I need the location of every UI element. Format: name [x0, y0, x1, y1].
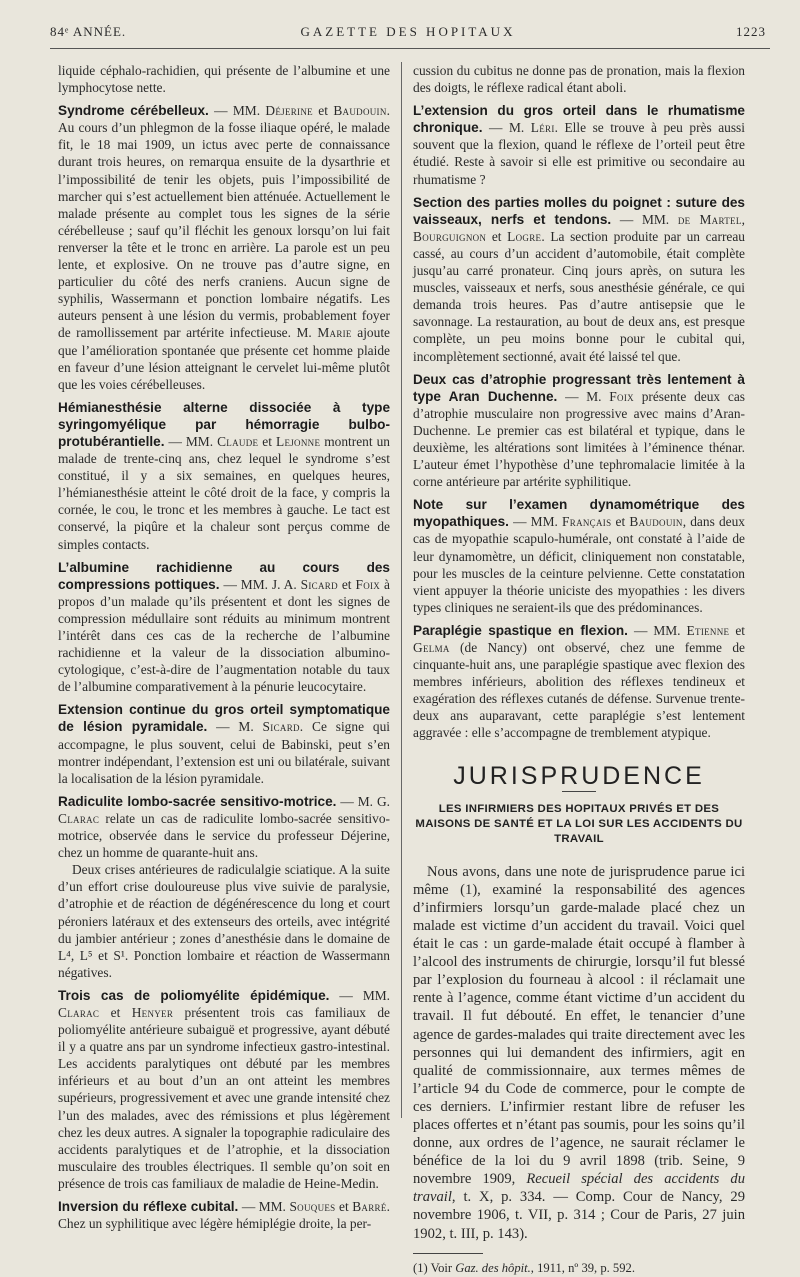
jurisprudence-subtitle: LES INFIRMIERS DES HOPITAUX PRIVÉS ET DES MAISONS DE SANTÉ ET LA LOI SUR LES ACCIDENTS DU TRAVAIL: [415, 802, 743, 845]
section-toe-extension: Extension continue du gros orteil symptomatique de lésion pyramidale. — M. Sicard. Ce signe qui accompagne, le plus souvent, celui de Babinski, peut s’en montrer indépendant, l’extension est uni ou bilatérale, suivant la localisation de la lésion pyramidale.: [58, 702, 390, 786]
header-rule: [50, 48, 770, 49]
right-column: [402, 62, 745, 1275]
author-name: Gelma: [413, 640, 450, 655]
recueil-citation: Recueil spécial des accidents du travail: [413, 1171, 745, 1206]
footnote-rule: [413, 1253, 483, 1254]
section-heading: Inversion du réflexe cubital.: [58, 1199, 239, 1214]
section-heading: Note sur l’examen dynamométrique des myopathiques.: [413, 497, 745, 530]
author-name: Claude: [217, 433, 259, 449]
left-column: [58, 62, 402, 1232]
jurisprudence-paragraph: Nous avons, dans une note de jurisprudence parue ici même (1), examiné la responsabilité des agences d’infirmiers lorsqu’un garde-malade placé chez un malade est victime d’un accident du travail. Voici quel était le cas : un garde-malade était occupé à flamber à l’alcool des instruments de chirurgie, lorsqu’il fut blessé par l’explosion du fourneau à alcool : il réclamait une rente à l’agence, comme étant victime d’un accident du travail. Il fut débouté. En effet, le tenancier d’une agence de gardes-malades qui traite directement avec les personnes qui lui demandent des infirmiers, agit en qualité de commissionnaire, aux termes mêmes de l’article 94 du Code de commerce, pour le compte de ces derniers. L’infirmier restant libre de refuser les places offertes et n’étant pas soumis, pour les soins qu’il donne, aux ordres de l’agence, ne saurait réclamer le bénéfice de la loi du 9 avril 1898 (trib. Seine, 9 novembre 1909, Recueil spécial des accidents du travail, t. X, p. 334. — Comp. Cour de Nancy, 29 novembre 1906, t. VII, p. 314 ; Cour de Paris, 27 juin 1902, t. III, p. 143).: [413, 863, 745, 1242]
author-name: Foix: [355, 576, 381, 592]
continuation-paragraph: cussion du cubitus ne donne pas de pronation, mais la flexion des doigts, le réflexe radical étant aboli.: [413, 63, 745, 96]
section-heading: Radiculite lombo-sacrée sensitivo-motrice.: [58, 793, 337, 809]
section-heading: L’albumine rachidienne au cours des compressions pottiques.: [58, 559, 390, 592]
journal-title: GAZETTE DES HOPITAUX: [300, 24, 516, 39]
section-hemianesthesia: Hémianesthésie alterne dissociée à type syringomyélique par hémorragie bulbo-protubérantielle. — MM. Claude et Lejonne montrent un malade de trente-cinq ans, chez lequel le syndrome s’est constitué, il y a six semaines, en quelques heures, l’hémianesthésie atteint le côté droit de la face, y compris la cornée, le cou, le tronc et les membres à gauche. Le tact est conservé, la piqûre et la chaleur sont perçus comme de simples contacts.: [58, 399, 390, 552]
author-name: Souques: [289, 1199, 336, 1214]
author-name: Logre: [507, 228, 542, 244]
author-name: Déjerine: [265, 103, 313, 119]
section-atrophy: Deux cas d’atrophie progressant très lentement à type Aran Duchenne. — M. Foix présente deux cas d’atrophie musculaire non progressive avec mains d’Aran-Duchenne. Le premier cas est bilatéral et typique, dans le deuxième, les altérations sont limitées à l’éminence thénar. L’auteur émet l’hypothèse d’une tephromalacie limitée à la corne antérieure par artérite syphilitique.: [413, 371, 745, 490]
section-rheumatism: L’extension du gros orteil dans le rhumatisme chronique. — M. Léri. Elle se trouve à peu près aussi souvent que la flexion, quand le réflexe de l’orteil peut être étudié. Reste à savoir si elle est primitive ou secondaire au rhumatisme ?: [413, 103, 745, 187]
jurisprudence-title: JURISPRUDENCE: [453, 761, 705, 790]
section-albumin: L’albumine rachidienne au cours des compressions pottiques. — MM. J. A. Sicard et Foix à propos d’un malade qu’ils présentent et dont les signes de compression médullaire sont réduits au minimum montrent l’intérêt dans ces cas de la recherche de l’albumine rachidienne et la valeur de la dissociation albumino-cytologique, c’est-à-dire de l’augmentation notable du taux de l’albumine comparativement à la pénurie leucocytaire.: [58, 559, 391, 695]
author-name: Baudouin: [333, 103, 387, 119]
section-dynamometry: Note sur l’examen dynamométrique des myopathiques. — MM. Français et Baudouin, dans deux cas de myopathie scapulo-humérale, ont constaté à l’aide de leur dynamomètre, un déficit, cliniquement non constatable, pour les muscles de la ceinture pelvienne. Cette constatation vient appuyer la théorie uniciste des myopathies : les divers types cliniques ne seraient-ils que des prédominances.: [413, 497, 745, 615]
section-wrist-suture: Section des parties molles du poignet : suture des vaisseaux, nerfs et tendons. — MM. de Martel, Bourguignon et Logre. La section produite par un carreau cassé, au cours d’un accident d’automobile, était complète jusqu’au carré pronateur. Cinq jours après, on sutura les muscles, vaisseaux et nerfs, sous anesthésie générale, ce qui demanda trois heures. Pas d’autre antisepsie que le savonnage. La restauration, au bout de deux ans, est presque complète, un peu moins bonne pour le cubital qui, incomplètement sectionné, avait été laissé tel que.: [413, 194, 745, 364]
title-rule: [562, 791, 596, 792]
section-heading: Extension continue du gros orteil symptomatique de lésion pyramidale.: [58, 702, 390, 735]
continuation-paragraph: liquide céphalo-rachidien, qui présente de l’albumine et une lymphocytose nette.: [58, 63, 390, 96]
author-name: Barré: [352, 1199, 387, 1214]
author-name: Sicard: [262, 719, 300, 735]
section-heading: L’extension du gros orteil dans le rhumatisme chronique.: [413, 103, 745, 136]
section-heading: Paraplégie spastique en flexion.: [413, 622, 628, 638]
year-label: 84ᵉ ANNÉE.: [50, 24, 127, 39]
section-paraplegia: Paraplégie spastique en flexion. — MM. Etienne et Gelma (de Nancy) ont observé, chez une femme de cinquante-huit ans, une paraplégie spastique avec flexion des membres inférieurs, abolition des réflexes tendineux et exagération des réflexes cutanés de défense. Survenue trente-deux ans auparavant, cette paraplégie s’est lentement aggravée : elle s’accompagne de tremblement atypique.: [413, 622, 745, 741]
section-heading: Trois cas de poliomyélite épidémique.: [58, 987, 330, 1003]
section-heading: Section des parties molles du poignet : suture des vaisseaux, nerfs et tendons.: [413, 194, 745, 227]
section-cerebellar: Syndrome cérébelleux. — MM. Déjerine et Baudouin. Au cours d’un phlegmon de la fosse iliaque opéré, le malade fit, le 18 mai 1909, un ictus avec perte de connaissance durant trois heures, on remarqua ensuite de la dysarthrie et l’impossibilité de tenir les objets, puis l’impossibilité de marcher qui s’est actuellement bien atténuée. Actuellement le malade présente au complet tous les signes de la série cérébelleuse ; sauf qu’il fléchit les genoux lorsqu’on lui fait renverser la tête et le tronc en arrière. La parole est un peu lente, et explosive. On ne trouve pas d’autre signe, en particulier du côté des nerfs craniens. Aucun signe de syphilis, Wassermann et ponction lombaire négatifs. Les auteurs pensent à une lésion du vermis, probablement foyer de ramollissement par artérite infectieuse. M. Marie ajoute que l’amélioration spontanée que présente cet homme plaide en faveur d’une lésion atteignant le cervelet lui-même plutôt que les voies cérébelleuses.: [58, 103, 390, 392]
author-name: Français: [562, 514, 612, 530]
section-poliomyelitis: Trois cas de poliomyélite épidémique. — MM. Clarac et Henyer présentent trois cas familiaux de poliomyélite antérieure subaiguë et progressive, ayant débuté il y a quatre ans par un syndrome infectieux gastro-intestinal. Les accidents paralytiques ont débuté par les membres inférieurs et au bout d’un an ont atteint les membres supérieurs, progressivement et avec une grande intensité chez l’un des malades, avec des rémissions et plus légèrement chez les deux autres. A signaler la topographie radiculaire des accidents paralytiques et de l’atrophie, et la dissociation musculaire des troubles électriques. Il semble qu’on soit en présence de trois cas familiaux de maladie de Heine-Medin.: [58, 987, 391, 1191]
footnote: (1) Voir Gaz. des hôpit., 1911, nº 39, p. 592.: [413, 1260, 635, 1275]
section-cubital-reflex: Inversion du réflexe cubital. — MM. Souques et Barré. Chez un syphilitique avec légère hémiplégie droite, la per-: [58, 1199, 390, 1232]
author-name: Lejonne: [275, 433, 321, 449]
author-name: Baudouin: [629, 514, 683, 530]
author-name: Marie: [317, 325, 352, 341]
page-number: 1223: [736, 24, 766, 39]
author-name: Bourguignon: [413, 228, 487, 244]
author-name: Foix: [609, 388, 634, 404]
section-heading: Deux cas d’atrophie progressant très lentement à type Aran Duchenne.: [413, 371, 745, 404]
author-name: Léri: [530, 120, 555, 136]
radiculitis-paragraph: Deux crises antérieures de radiculalgie sciatique. A la suite d’un effort crise douloureuse plus vive suivie de paralysie, d’atrophie et de réaction de dégénérescence du long et court péroniers latéraux et des extenseurs des orteils, avec intégrité du jambier antérieur ; zones d’anesthésie dans le domaine de L⁴, L⁵ et S¹. Ponction lombaire et réaction de Wassermann négatives.: [58, 862, 390, 980]
author-name: de Martel: [677, 211, 742, 227]
section-heading: Syndrome cérébelleux.: [58, 103, 209, 119]
section-radiculitis: Radiculite lombo-sacrée sensitivo-motrice. — M. G. Clarac relate un cas de radiculite lombo-sacrée sensitivo-motrice, observée dans le service du professeur Déjerine, chez un homme de quarante-huit ans.: [58, 793, 390, 861]
author-name: Clarac: [58, 810, 100, 826]
author-name: Etienne: [686, 622, 730, 638]
journal-citation: Gaz. des hôpit.: [455, 1260, 531, 1275]
author-name: Clarac: [58, 1004, 100, 1020]
text-columns: [58, 62, 760, 1275]
author-name: Sicard: [300, 576, 338, 592]
author-name: Henyer: [131, 1004, 174, 1020]
section-heading: Hémianesthésie alterne dissociée à type syringomyélique par hémorragie bulbo-protubérantielle.: [58, 399, 390, 449]
